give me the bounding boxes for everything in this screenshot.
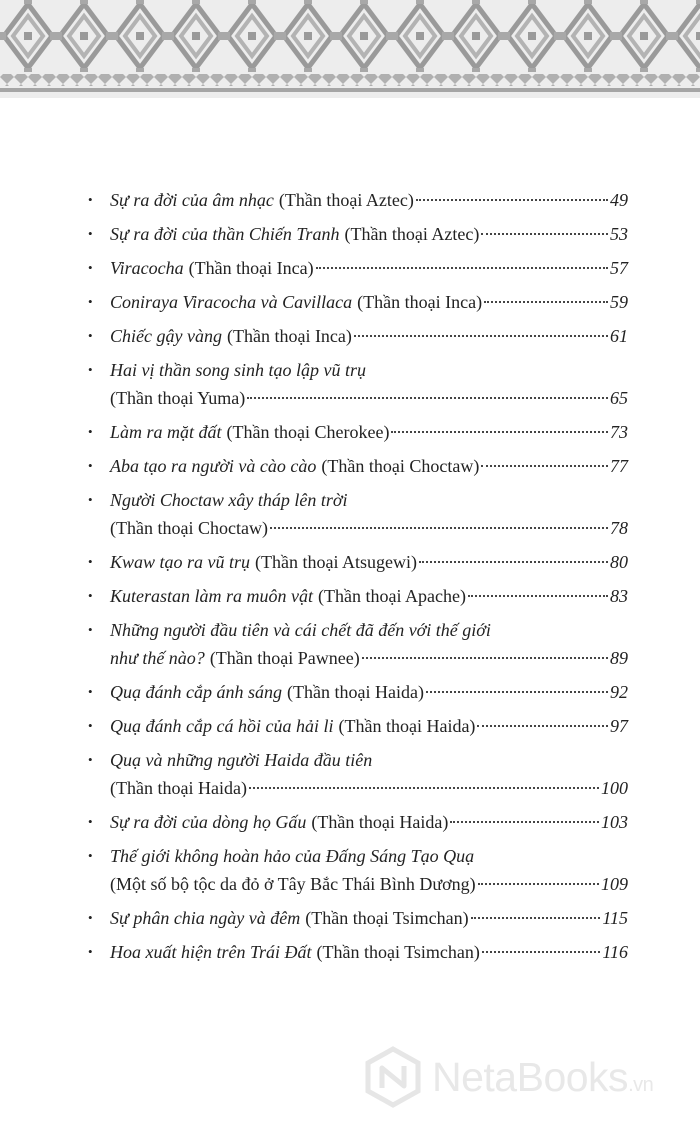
page-number: 78 [610,518,628,538]
entry-title: Hoa xuất hiện trên Trái Đất [110,942,312,962]
bullet: • [88,910,93,925]
page-number: 92 [610,682,628,702]
entry-source: (Thần thoại Inca) [357,292,483,312]
bullet: • [88,588,93,603]
entry-source: (Thần thoại Pawnee) [209,648,360,668]
bullet: • [88,458,93,473]
leader-dots [478,883,599,885]
entry-title: Viracocha [110,258,184,278]
toc-entry [88,808,628,836]
leader-dots [482,951,600,953]
page-number: 57 [610,258,628,278]
toc-entry [88,616,628,672]
bullet: • [88,424,93,439]
leader-dots [416,199,608,201]
toc-entry [88,220,628,248]
bullet: • [88,492,93,507]
entry-source: (Thần thoại Tsimchan) [316,942,480,962]
toc-entry [88,356,628,412]
page-number: 73 [610,422,628,442]
watermark-brand: NetaBooks [432,1053,629,1100]
toc-entry [88,418,628,446]
bullet: • [88,192,93,207]
entry-title: Kuterastan làm ra muôn vật [110,586,314,606]
page-number: 53 [610,224,628,244]
bullet: • [88,260,93,275]
page-number: 116 [602,942,628,962]
entry-title: Chiếc gậy vàng [110,326,222,346]
entry-source: (Thần thoại Inca) [188,258,314,278]
page-number: 100 [601,778,628,798]
bullet: • [88,328,93,343]
entry-source: (Thần thoại Haida) [338,716,476,736]
entry-source: (Thần thoại Apache) [318,586,466,606]
page-number: 80 [610,552,628,572]
page-number: 83 [610,586,628,606]
entry-title: Sự phân chia ngày và đêm [110,908,301,928]
toc-entry [88,938,628,966]
entry-source: (Thần thoại Haida) [287,682,424,702]
bullet: • [88,554,93,569]
toc-entry [88,186,628,214]
leader-dots [481,233,608,235]
leader-dots [471,917,601,919]
entry-source: (Thần thoại Aztec) [278,190,414,210]
leader-dots [419,561,608,563]
leader-dots [450,821,599,823]
page-number: 65 [610,388,628,408]
entry-title: Sự ra đời của âm nhạc [110,190,274,210]
leader-dots [270,527,608,529]
toc-entry [88,678,628,706]
leader-dots [247,397,608,399]
entry-source: (Thần thoại Choctaw) [321,456,480,476]
leader-dots [484,301,608,303]
bullet: • [88,226,93,241]
page-number: 109 [601,874,628,894]
entry-source: (Thần thoại Cherokee) [226,422,390,442]
entry-title: Coniraya Viracocha và Cavillaca [110,292,353,312]
leader-dots [426,691,608,693]
toc-entry [88,254,628,282]
page-number: 89 [610,648,628,668]
entry-title: Quạ đánh cắp cá hồi của hải li [110,716,334,736]
toc-entry [88,322,628,350]
netabooks-logo-icon [362,1046,424,1108]
toc-entry [88,712,628,740]
watermark-text [432,1054,653,1101]
bullet: • [88,752,93,767]
page-number: 103 [601,812,628,832]
toc-entry [88,582,628,610]
page-number: 115 [602,908,628,928]
entry-source: (Thần thoại Choctaw) [110,518,268,538]
bullet: • [88,684,93,699]
toc-entry [88,486,628,542]
entry-source: (Thần thoại Tsimchan) [305,908,469,928]
bullet: • [88,718,93,733]
toc-entry [88,904,628,932]
leader-dots [468,595,608,597]
leader-dots [391,431,608,433]
entry-title: Sự ra đời của dòng họ Gấu [110,812,307,832]
entry-source: (Thần thoại Aztec) [344,224,480,244]
page-number: 59 [610,292,628,312]
bullet: • [88,814,93,829]
entry-title: Sự ra đời của thần Chiến Tranh [110,224,340,244]
entry-title: Thế giới không hoàn hảo của Đấng Sáng Tạo Quạ [110,846,475,866]
leader-dots [477,725,608,727]
page-number: 77 [610,456,628,476]
decorative-banner [0,0,700,98]
table-of-contents [88,186,628,972]
bullet: • [88,294,93,309]
leader-dots [362,657,608,659]
toc-entry [88,746,628,802]
entry-title: Aba tạo ra người và cào cào [110,456,317,476]
entry-title: Những người đầu tiên và cái chết đã đến với thế giới [110,620,491,640]
ornament-pattern [0,0,700,98]
entry-title: Quạ và những người Haida đầu tiên [110,750,373,770]
bullet: • [88,944,93,959]
entry-title: Kwaw tạo ra vũ trụ [110,552,251,572]
toc-entry [88,452,628,480]
entry-title: Quạ đánh cắp ánh sáng [110,682,282,702]
watermark-suffix: .vn [628,1073,654,1096]
bullet: • [88,622,93,637]
netabooks-watermark [362,1042,692,1112]
entry-title: Người Choctaw xây tháp lên trời [110,490,348,510]
toc-entry [88,842,628,898]
leader-dots [249,787,599,789]
entry-title: Làm ra mặt đất [110,422,222,442]
entry-title: Hai vị thần song sinh tạo lập vũ trụ [110,360,366,380]
entry-source: (Thần thoại Haida) [110,778,247,798]
toc-entry [88,288,628,316]
toc-entry [88,548,628,576]
entry-source: (Một số bộ tộc da đỏ ở Tây Bắc Thái Bình Dương) [110,874,476,894]
entry-source: (Thần thoại Atsugewi) [255,552,417,572]
page-number: 49 [610,190,628,210]
leader-dots [354,335,608,337]
page-number: 97 [610,716,628,736]
leader-dots [481,465,608,467]
entry-title-continued: như thế nào? [110,648,205,668]
page-number: 61 [610,326,628,346]
entry-source: (Thần thoại Inca) [226,326,352,346]
leader-dots [316,267,608,269]
bullet: • [88,362,93,377]
entry-source: (Thần thoại Haida) [311,812,449,832]
entry-source: (Thần thoại Yuma) [110,388,246,408]
bullet: • [88,848,93,863]
